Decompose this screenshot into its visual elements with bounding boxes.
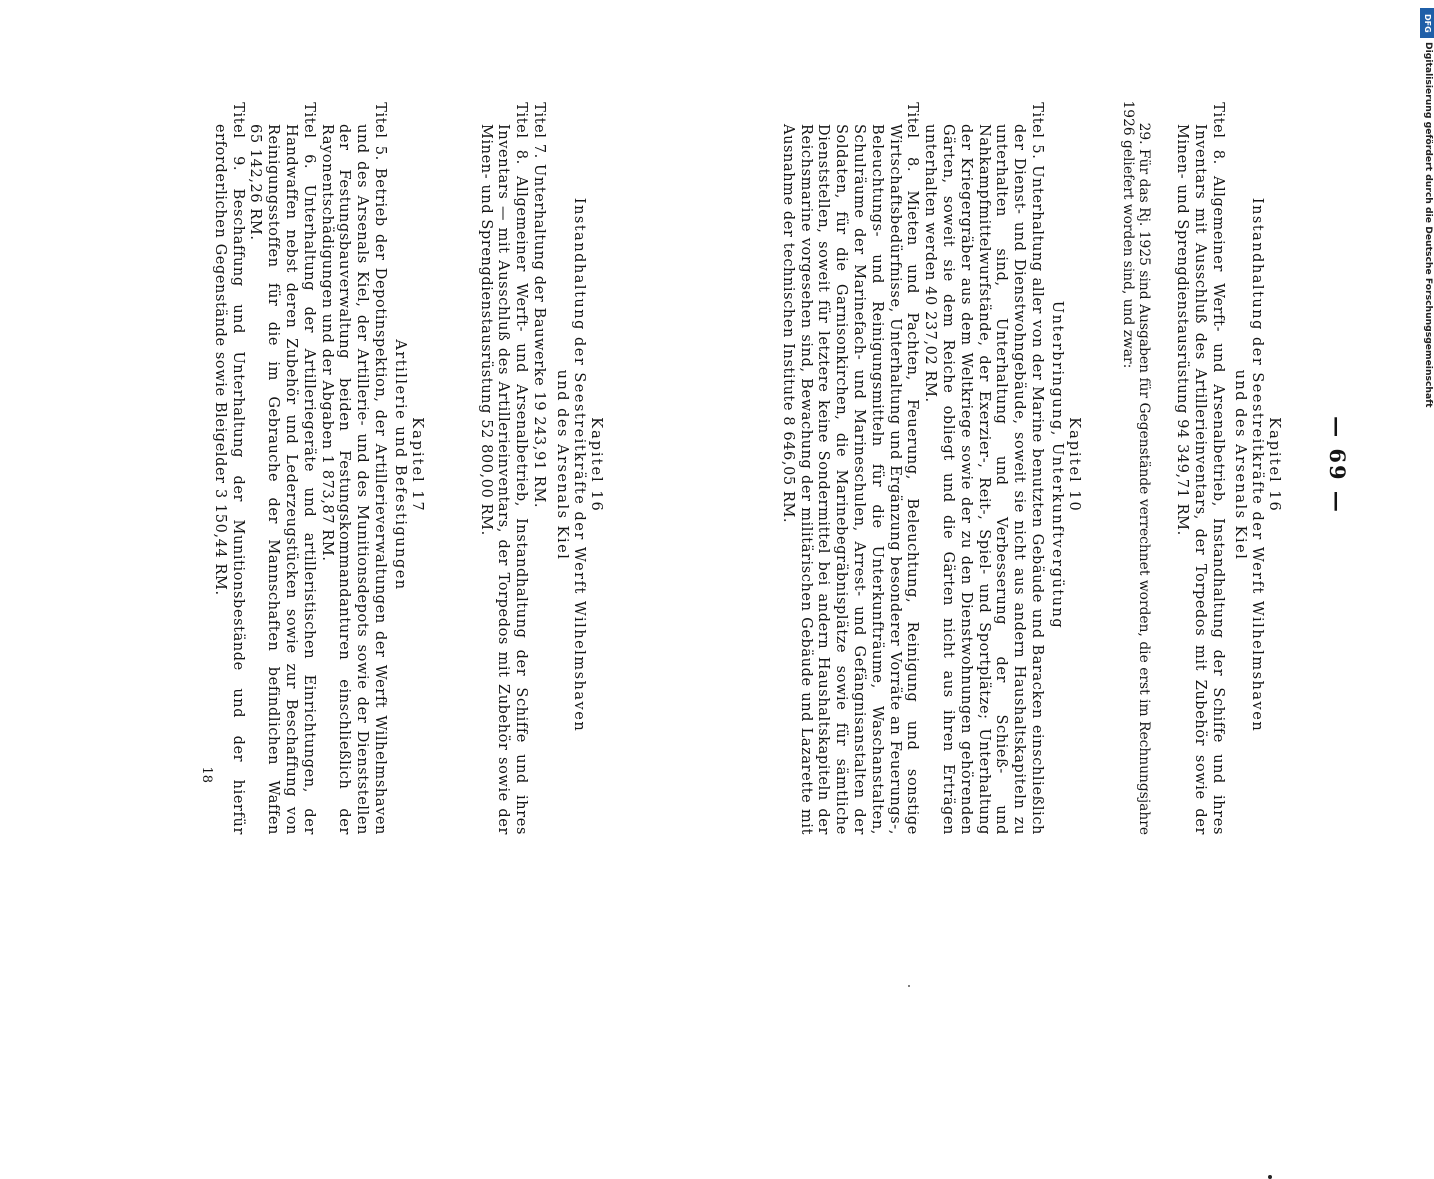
section1-titel8 [1173,95,1226,835]
section2-titel8 [778,95,920,835]
section4-titel5-text: Titel 5. Betrieb der Depotinspektion, der Artillerieverwaltungen der Werft Wilhelmshaven und des Arsenals Kiel, der Artillerie- und des Munitionsdepots sowie der Dienststellen der Festungsbauverwaltung beiden Festungskommandanturen einschließlich der Rayonentschädigungen und der Abgaben [318,102,388,835]
section1-titel8-text: Titel 8. Allgemeiner Werft- und Arsenalbetrieb, Instandhaltung der Schiffe und ihres Inventars mit Ausschluß des Artillerieinventars, der Torpedos mit Zubehör sowie der Minen- und Sprengdienstausrüstung [1174,102,1226,835]
section3-titel7-amount: 19 243,91 RM. [531,391,547,509]
section2-heading [1048,95,1082,835]
section1-body [1173,95,1226,835]
section1-kapitel: Kapitel 16 [1266,417,1282,513]
page-number: — 69 — [1325,416,1350,514]
section1-titel8-amount: 94 349,71 RM. [1174,419,1191,536]
section2-titel5-text: Titel 5. Unterhaltung aller von der Marine benutzten Gebäude und Baracken einschließlich der Dienst- und Dienstwohngebäude, soweit sie nicht aus andern Haushaltskapiteln zu unterhalten sind, Unterhaltung und Verbesserung der Schieß- und Nahkampfmittelwurfstände, der Exerzier-, Reit-, Spiel- und Sportplätze; Unterhaltung der Kriegergräber aus dem Weltkriege sowie der zu den Dienstwohnungen gehörenden Gärten, soweit sie dem Reiche obliegt und die Gärten nicht aus ihren Erträgen unterhalten werden [922,102,1045,835]
section3-titel8 [476,95,529,835]
section2-kapitel: Kapitel 10 [1066,417,1082,513]
note-block [1120,95,1152,835]
dfg-logo: DFG [1420,8,1434,38]
print-dot [1268,1175,1272,1179]
section1-title-line1: Instandhaltung der Seestreitkräfte der Werft Wilhelmshaven [1249,197,1265,733]
rotated-document-page [50,95,1350,835]
section4-heading [391,95,425,835]
section3-body [476,95,547,835]
footer-number: 18 [199,766,214,783]
section3-title-line2: und des Arsenals Kiel [554,369,570,561]
dfg-credit-text: Digitalisierung gefördert durch die Deutsche Forschungsgemeinschaft [1423,42,1434,408]
section1-title-line2: und des Arsenals Kiel [1232,369,1248,561]
section2-titel8-amount: 8 646,05 RM. [779,416,796,524]
section3-titel8-amount: 52 800,00 RM. [477,419,494,536]
dfg-credit [1419,8,1434,408]
section2-titel5-amount: 40 237,02 RM. [922,286,939,403]
section2-titel5 [920,95,1045,835]
section4-titel9 [210,95,246,835]
section3-titel7 [529,95,547,835]
section3-title-line1: Instandhaltung der Seestreitkräfte der Werft Wilhelmshaven [571,197,587,733]
note-text: 29. Für das Rj. 1925 sind Ausgaben für Gegenstände verrechnet worden, die erst im Rechnungsjahre 1926 geliefert worden sind, und zwar: [1120,100,1152,835]
section4-title: Artillerie und Befestigungen [392,339,408,591]
section4-titel5 [317,95,388,835]
section3-titel7-text: Titel 7. Unterhaltung der Bauwerke [531,102,547,387]
section3-kapitel: Kapitel 16 [588,417,604,513]
section2-title: Unterbringung, Unterkunftvergütung [1049,300,1065,630]
section2-titel8-text: Titel 8. Mieten und Pachten, Feuerung, Beleuchtung, Reinigung und sonstige Wirtschaftsbedürfnisse, Unterhaltung und Ergänzung besonderer Vorräte an Feuerungs-, Beleuchtungs- und Reinigungsmitteln für die Unterkunfträume, Waschanstalten, Schulräume der Marinefach- und Marineschulen, Arrest- und Gefängnisanstalten der Soldaten, für die Garnisonkirchen, die Marinebegräbnisplätze sowie für sämtliche Dienststellen, soweit für letztere keine Sondermittel bei andern Haushaltskapiteln der Reichsmarine vorgesehen sind, Bewachung der militärischen Gebäude und Lazarette mit Ausnahme der technischen Institute [779,102,921,835]
section4-titel9-amount: 3 150,44 RM. [211,488,228,596]
section4-titel6-text: Titel 6. Unterhaltung der Artilleriegeräte und artilleristischen Einrichtungen, der Handwaffen nebst deren Zubehör und Lederzeugstücken sowie zur Beschaffung von Reinigungsstoffen für die im Gebrauche der Mannschaften befindlichen Waffen [265,102,317,835]
section4-kapitel: Kapitel 17 [409,417,425,513]
section4-titel6 [246,95,317,835]
section3-heading [553,95,604,835]
section4-titel5-amount: 1 873,87 RM. [318,454,335,562]
section4-body [210,95,388,835]
section3-titel8-text: Titel 8. Allgemeiner Werft- und Arsenalbetrieb, Instandhaltung der Schiffe und ihres Inventars — mit Ausschluß des Artillerieinventars, der Torpedos mit Zubehör sowie der Minen- und Sprengdienstausrüstung [477,102,530,835]
section2-body [778,95,1045,835]
section4-titel6-amount: 65 142,26 RM. [247,124,264,241]
section1-heading [1231,95,1282,835]
scan-speck [908,985,910,987]
section4-titel9-text: Titel 9. Beschaffung und Unterhaltung der Munitionsbestände und der hierfür erforderlichen Gegenstände sowie Bleigelder [211,102,246,835]
